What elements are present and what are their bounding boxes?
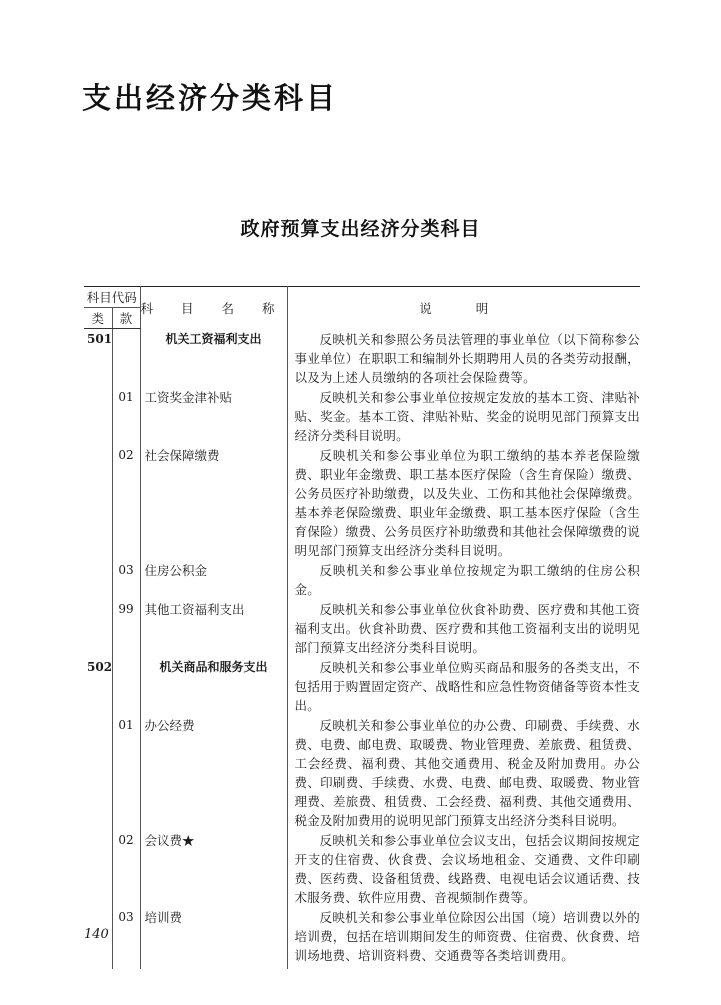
table-row (84, 907, 640, 969)
table-row (84, 830, 640, 907)
class-code (84, 599, 112, 657)
header-item: 款 (112, 308, 140, 329)
item-code: 02 (112, 445, 140, 560)
table-row (84, 657, 640, 715)
table-row (84, 445, 640, 560)
header-description: 说 明 (287, 287, 640, 329)
classification-table (84, 286, 640, 969)
class-code (84, 715, 112, 830)
page-number: 140 (84, 927, 109, 942)
item-code: 02 (112, 830, 140, 907)
chapter-title: 支出经济分类科目 (82, 81, 339, 115)
subject-description: 反映机关和参照公务员法管理的事业单位（以下简称参公事业单位）在职职工和编制外长期聘用人员的各类劳动报酬，以及为上述人员缴纳的各项社会保险费等。 (294, 331, 641, 385)
table-row (84, 329, 640, 387)
header-class: 类 (84, 308, 112, 329)
section-title: 政府预算支出经济分类科目 (240, 218, 481, 240)
subject-description: 反映机关和参公事业单位除因公出国（境）培训费以外的培训费，包括在培训期间发生的师资费、住宿费、伙食费、培训场地费、培训资料费、交通费等各类培训费用。 (294, 909, 641, 963)
class-code (84, 445, 112, 560)
item-code: 99 (112, 599, 140, 657)
class-code: 501 (84, 329, 112, 387)
header-code-group: 科目代码 (84, 287, 140, 308)
class-code (84, 830, 112, 907)
subject-name: 住房公积金 (140, 560, 287, 599)
class-code: 502 (84, 657, 112, 715)
header-name: 科 目 名 称 (140, 287, 287, 329)
subject-description: 反映机关和参公事业单位伙食补助费、医疗费和其他工资福利支出。伙食补助费、医疗费和其他工资福利支出的说明见部门预算支出经济分类科目说明。 (294, 601, 641, 655)
subject-name: 机关商品和服务支出 (140, 657, 287, 715)
subject-name: 工资奖金津补贴 (140, 387, 287, 445)
subject-description: 反映机关和参公事业单位会议支出，包括会议期间按规定开支的住宿费、伙食费、会议场地租金、交通费、文件印刷费、医药费、设备租赁费、线路费、电视电话会议通话费、技术服务费、软件应用费、音视频制作费等。 (294, 832, 641, 905)
class-code (84, 560, 112, 599)
subject-name: 机关工资福利支出 (140, 329, 287, 387)
item-code: 03 (112, 907, 140, 969)
table-row (84, 560, 640, 599)
subject-name: 办公经费 (140, 715, 287, 830)
item-code (112, 657, 140, 715)
table-body (84, 329, 640, 969)
table-row (84, 387, 640, 445)
item-code: 01 (112, 387, 140, 445)
item-code (112, 329, 140, 387)
subject-name: 会议费★ (140, 830, 287, 907)
item-code: 01 (112, 715, 140, 830)
class-code (84, 387, 112, 445)
item-code: 03 (112, 560, 140, 599)
subject-description: 反映机关和参公事业单位为职工缴纳的基本养老保险缴费、职业年金缴费、职工基本医疗保险（含生育保险）缴费、公务员医疗补助缴费，以及失业、工伤和其他社会保障缴费。基本养老保险缴费、职业年金缴费、职工基本医疗保险（含生育保险）缴费、公务员医疗补助缴费和其他社会保障缴费的说明见部门预算支出经济分类科目说明。 (294, 447, 641, 558)
subject-description: 反映机关和参公事业单位购买商品和服务的各类支出，不包括用于购置固定资产、战略性和应急性物资储备等资本性支出。 (294, 659, 641, 713)
subject-name: 其他工资福利支出 (140, 599, 287, 657)
subject-name: 社会保障缴费 (140, 445, 287, 560)
table-row (84, 715, 640, 830)
subject-description: 反映机关和参公事业单位按规定为职工缴纳的住房公积金。 (294, 562, 641, 597)
subject-description: 反映机关和参公事业单位的办公费、印刷费、手续费、水费、电费、邮电费、取暖费、物业管理费、差旅费、租赁费、工会经费、福利费、其他交通费用、税金及附加费用。办公费、印刷费、手续费、水费、电费、邮电费、取暖费、物业管理费、差旅费、租赁费、工会经费、福利费、其他交通费用、税金及附加费用的说明见部门预算支出经济分类科目说明。 (294, 717, 641, 828)
subject-table (84, 286, 640, 969)
subject-name: 培训费 (140, 907, 287, 969)
subject-description: 反映机关和参公事业单位按规定发放的基本工资、津贴补贴、奖金。基本工资、津贴补贴、奖金的说明见部门预算支出经济分类科目说明。 (294, 389, 641, 443)
table-row (84, 599, 640, 657)
